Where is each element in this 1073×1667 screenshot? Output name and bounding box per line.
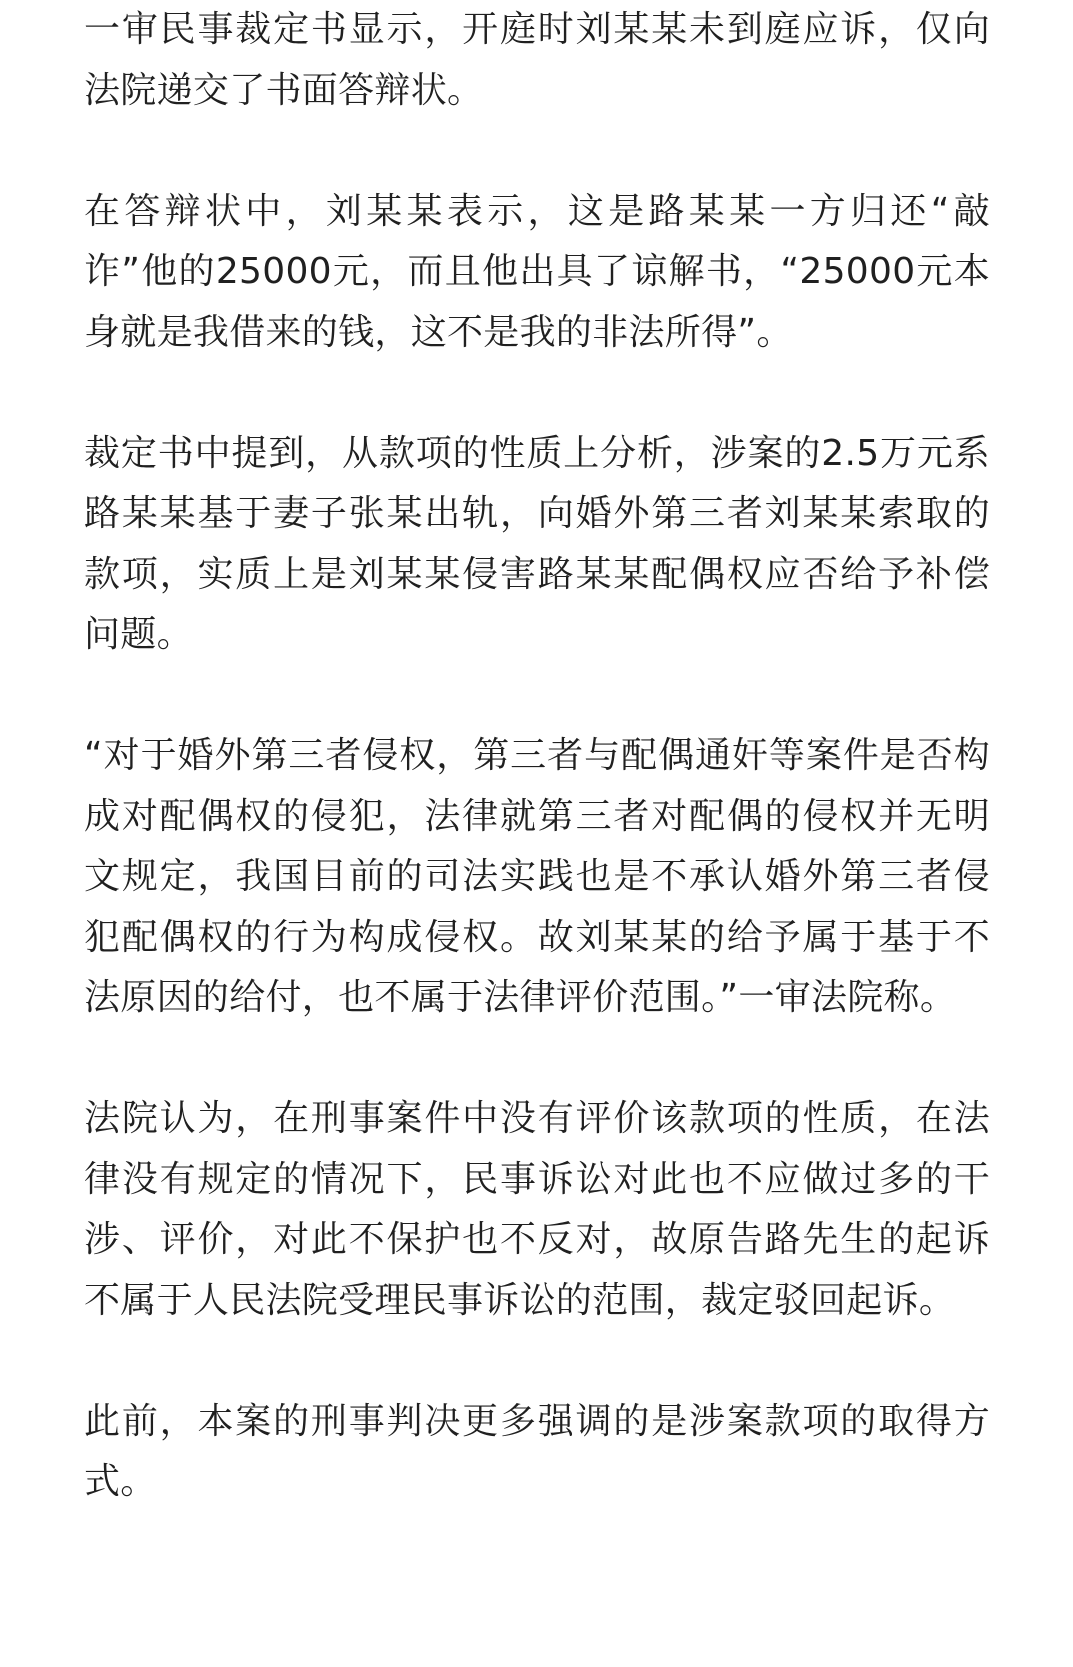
paragraph-ruling-analysis: 裁定书中提到，从款项的性质上分析，涉案的2.5万元系路某某基于妻子张某出轨，向婚外第三者刘某某索取的款项，实质上是刘某某侵害路某某配偶权应否给予补偿问题。 — [84, 432, 990, 655]
paragraph-court-quote: “对于婚外第三者侵权，第三者与配偶通奸等案件是否构成对配偶权的侵犯，法律就第三者对配偶的侵权并无明文规定，我国目前的司法实践也是不承认婚外第三者侵犯配偶权的行为构成侵权。故刘某某的给予属于基于不法原因的给付，也不属于法律评价范围。”一审法院称。 — [84, 735, 990, 1018]
article-body — [84, 0, 990, 1513]
paragraph-criminal-judgment: 此前，本案的刑事判决更多强调的是涉案款项的取得方式。 — [84, 1400, 990, 1502]
paragraph-court-conclusion: 法院认为，在刑事案件中没有评价该款项的性质，在法律没有规定的情况下，民事诉讼对此也不应做过多的干涉、评价，对此不保护也不反对，故原告路先生的起诉不属于人民法院受理民事诉讼的范围，裁定驳回起诉。 — [84, 1098, 990, 1321]
paragraph-defense-statement: 在答辩状中，刘某某表示，这是路某某一方归还“敲诈”他的25000元，而且他出具了谅解书，“25000元本身就是我借来的钱，这不是我的非法所得”。 — [84, 190, 990, 353]
paragraph-court-ruling-absence: 一审民事裁定书显示，开庭时刘某某未到庭应诉，仅向法院递交了书面答辩状。 — [84, 9, 990, 111]
